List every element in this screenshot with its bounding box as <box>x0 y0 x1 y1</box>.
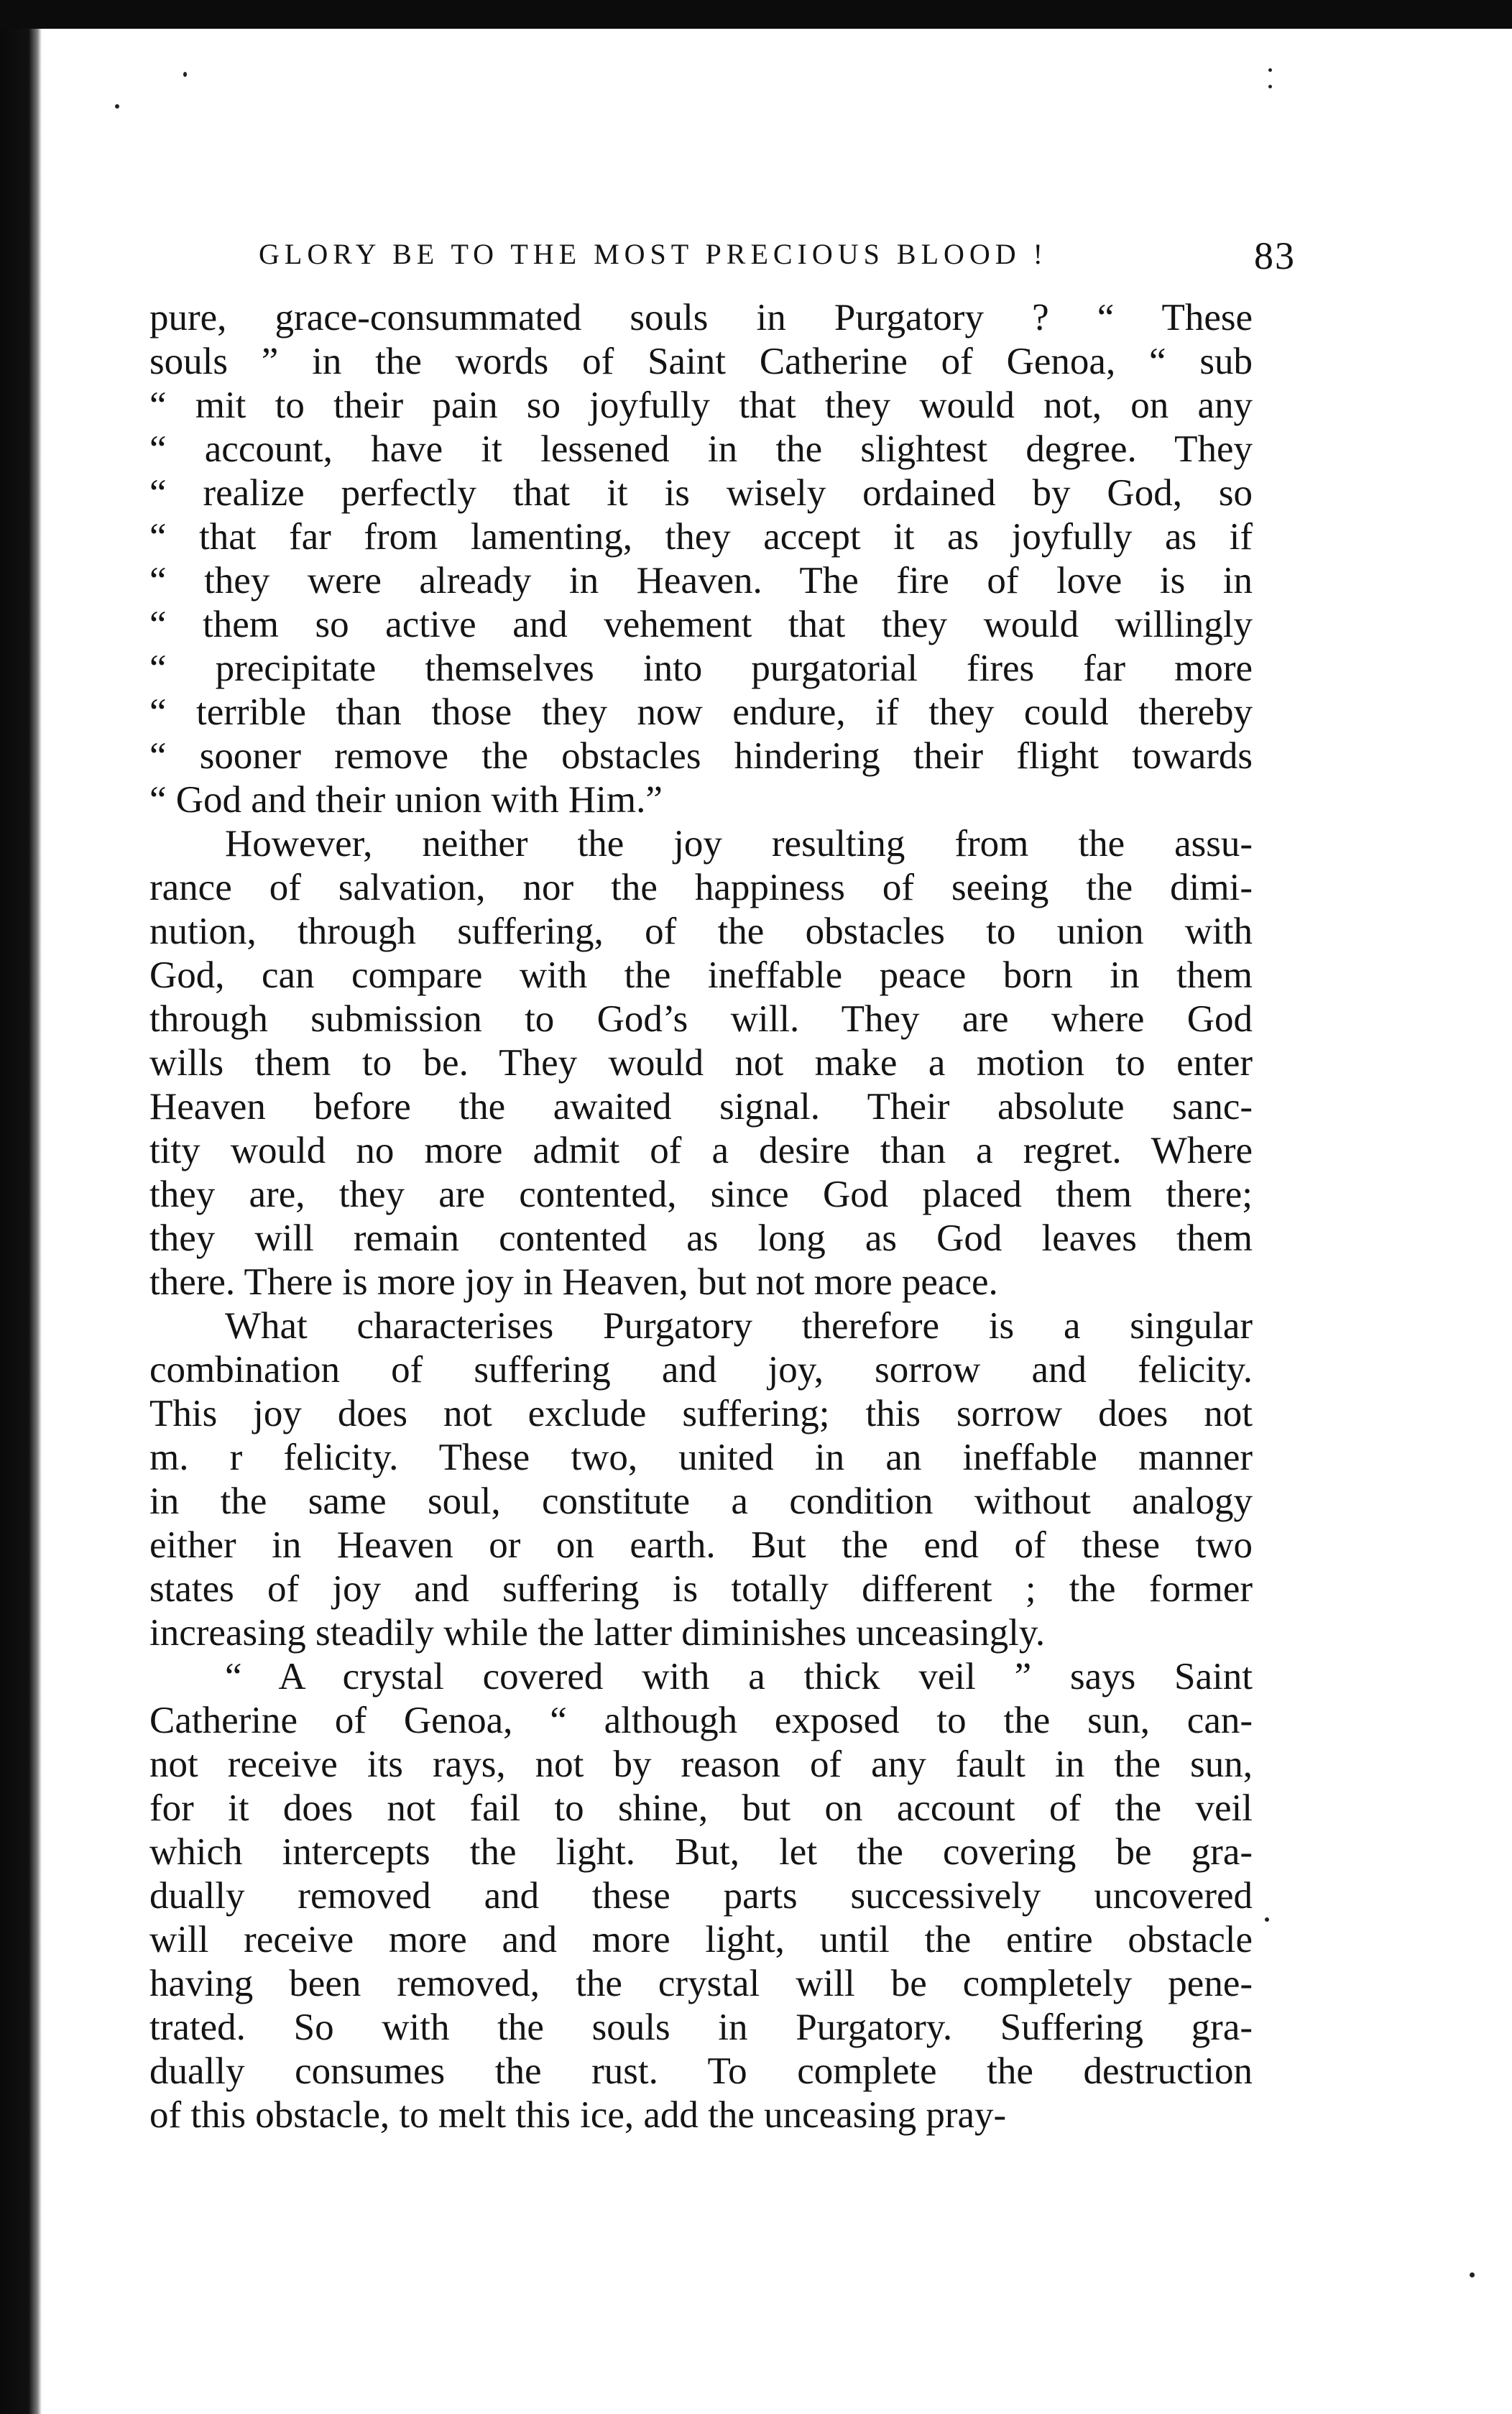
text-line: “ account, have it lessened in the slightest degree. They <box>149 428 1253 470</box>
text-line: of this obstacle, to melt this ice, add the unceasing pray- <box>149 2094 1007 2136</box>
text-line: “ precipitate themselves into purgatorial fires far more <box>149 648 1253 689</box>
text-line: “ them so active and vehement that they would willingly <box>149 604 1253 645</box>
text-line: m. r felicity. These two, united in an ineffable manner <box>149 1437 1253 1478</box>
paragraph <box>149 296 1253 822</box>
scan-speck <box>183 72 187 77</box>
text-line: increasing steadily while the latter diminishes unceasingly. <box>149 1612 1046 1654</box>
text-line: they are, they are contented, since God placed them there; <box>149 1174 1253 1215</box>
text-line: However, neither the joy resulting from the assu- <box>225 823 1253 865</box>
scan-top-border <box>0 0 1512 29</box>
text-line: states of joy and suffering is totally different ; the former <box>149 1568 1253 1610</box>
paragraph <box>149 822 1253 1304</box>
text-line: nution, through suffering, of the obstacles to union with <box>149 911 1253 952</box>
text-line: dually removed and these parts successively uncovered <box>149 1875 1253 1917</box>
text-line: combination of suffering and joy, sorrow and felicity. <box>149 1349 1253 1391</box>
text-line: tity would no more admit of a desire than a regret. Where <box>149 1130 1253 1171</box>
text-line: rance of salvation, nor the happiness of seeing the dimi- <box>149 867 1253 908</box>
text-line: they will remain contented as long as God leaves them <box>149 1217 1253 1259</box>
text-line: Catherine of Genoa, “ although exposed to the sun, can- <box>149 1700 1253 1741</box>
text-line: having been removed, the crystal will be completely pene- <box>149 1963 1253 2004</box>
scan-speck <box>1470 2272 1475 2277</box>
text-line: pure, grace-consummated souls in Purgatory ? “ These <box>149 297 1253 338</box>
text-line: souls ” in the words of Saint Catherine of Genoa, “ sub <box>149 341 1253 382</box>
text-line: “ sooner remove the obstacles hindering their flight towards <box>149 735 1253 777</box>
text-line: God, can compare with the ineffable peace born in them <box>149 954 1253 996</box>
text-line: This joy does not exclude suffering; this sorrow does not <box>149 1393 1253 1434</box>
text-line: for it does not fail to shine, but on account of the veil <box>149 1787 1253 1829</box>
scan-speck <box>1268 68 1272 72</box>
scan-speck <box>1268 85 1272 88</box>
text-line: either in Heaven or on earth. But the end of these two <box>149 1524 1253 1566</box>
text-line: What characterises Purgatory therefore is a singular <box>225 1305 1253 1347</box>
text-line: in the same soul, constitute a condition without analogy <box>149 1480 1253 1522</box>
running-head: GLORY BE TO THE MOST PRECIOUS BLOOD ! <box>259 238 1048 270</box>
text-line: “ terrible than those they now endure, if they could thereby <box>149 691 1253 733</box>
body-text <box>149 296 1253 2137</box>
text-line: “ they were already in Heaven. The fire of love is in <box>149 560 1253 602</box>
scan-speck <box>115 104 119 109</box>
text-line: wills them to be. They would not make a motion to enter <box>149 1042 1253 1084</box>
scan-speck <box>1265 1917 1269 1922</box>
text-line: “ that far from lamenting, they accept it as joyfully as if <box>149 516 1253 558</box>
text-line: not receive its rays, not by reason of any fault in the sun, <box>149 1743 1253 1785</box>
text-line: “ God and their union with Him.” <box>149 779 663 821</box>
text-line: through submission to God’s will. They are where God <box>149 998 1253 1040</box>
text-line: there. There is more joy in Heaven, but not more peace. <box>149 1261 998 1303</box>
text-line: “ realize perfectly that it is wisely ordained by God, so <box>149 472 1253 514</box>
text-line: trated. So with the souls in Purgatory. Suffering gra- <box>149 2007 1253 2048</box>
text-line: “ A crystal covered with a thick veil ” says Saint <box>225 1656 1253 1697</box>
page-number: 83 <box>1254 234 1296 277</box>
paragraph <box>149 1304 1253 1655</box>
text-line: will receive more and more light, until the entire obstacle <box>149 1919 1253 1961</box>
text-line: which intercepts the light. But, let the covering be gra- <box>149 1831 1253 1873</box>
text-line: dually consumes the rust. To complete the destruction <box>149 2050 1253 2092</box>
scan-left-border <box>0 29 42 2414</box>
text-line: “ mit to their pain so joyfully that they would not, on any <box>149 384 1253 426</box>
paragraph <box>149 1655 1253 2137</box>
text-line: Heaven before the awaited signal. Their absolute sanc- <box>149 1086 1253 1128</box>
